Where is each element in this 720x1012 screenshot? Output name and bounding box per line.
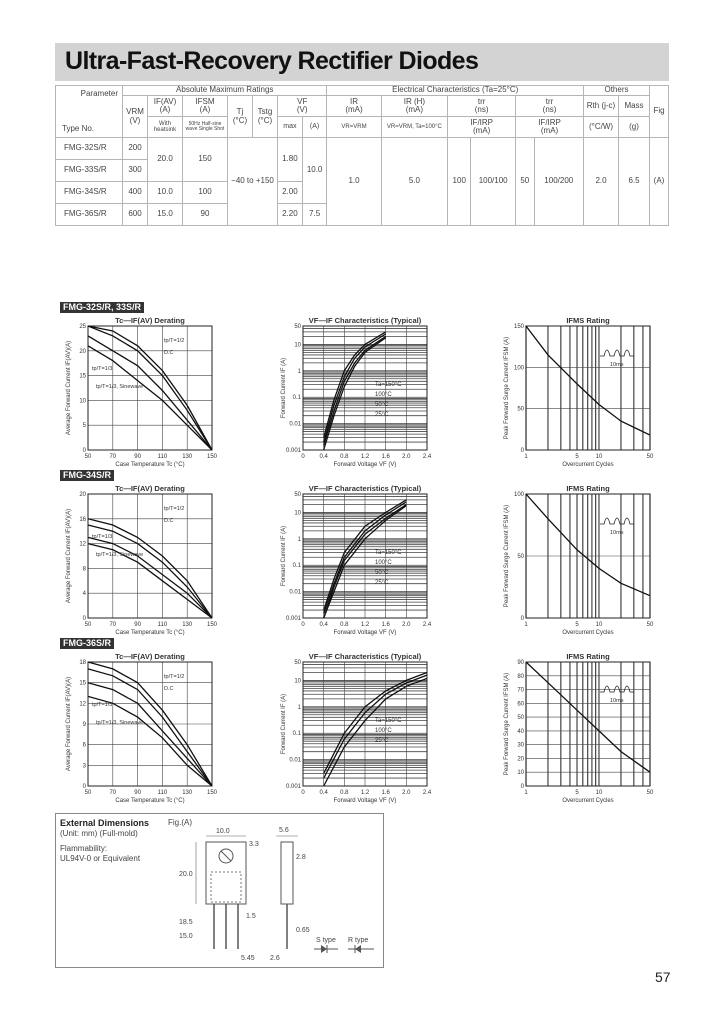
chart-title: IFMS Rating — [566, 484, 610, 493]
mass-val: 6.5 — [619, 138, 650, 226]
x-tick-label: 70 — [109, 622, 117, 628]
y-tick-label: 0 — [520, 784, 524, 790]
h-ifsm: IFSM (A) — [183, 96, 228, 117]
chart-title: VF—IF Characteristics (Typical) — [308, 484, 422, 493]
h-tstg: Tstg (°C) — [253, 96, 278, 138]
vfif-chart — [277, 314, 439, 474]
annotation: tp/T=1/3 — [92, 366, 113, 372]
dim-label: 0.65 — [296, 927, 310, 934]
title-banner — [55, 43, 669, 81]
series-label: Ta=150°C — [375, 382, 402, 388]
y-tick-label: 12 — [79, 541, 86, 548]
y-tick-label: 150 — [513, 324, 524, 330]
x-axis-label: Overcurrent Cycles — [562, 798, 614, 804]
row-vrm: 300 — [123, 160, 148, 182]
side-body — [281, 842, 293, 904]
section-label: FMG-36S/R — [60, 638, 114, 649]
vfif-chart — [277, 650, 439, 810]
x-axis-label: Forward Voltage VF (V) — [333, 798, 397, 804]
y-tick-label: 10 — [517, 770, 524, 777]
x-tick-label: 150 — [206, 622, 218, 628]
y-tick-label: 30 — [517, 742, 524, 749]
section-label: FMG-34S/R — [60, 470, 114, 481]
y-tick-label: 40 — [517, 728, 524, 735]
annotation: tp/T=1/2 — [164, 338, 185, 344]
x-tick-label: 1 — [524, 622, 528, 628]
series-label: 100°C — [375, 392, 392, 398]
chart-title: Tc—IF(AV) Derating — [115, 484, 185, 493]
vfif-chart — [277, 482, 439, 642]
chart-title: VF—IF Characteristics (Typical) — [308, 316, 422, 325]
x-axis-label: Overcurrent Cycles — [562, 630, 614, 636]
spec-table — [55, 85, 669, 226]
y-tick-label: 0.1 — [292, 731, 301, 738]
derating-chart — [62, 314, 220, 474]
h-trr2: trr (ns) — [516, 96, 584, 117]
dim-label: 10.0 — [216, 828, 230, 835]
x-tick-label: 2.0 — [402, 454, 411, 460]
y-axis-label: Average Forward Current IF(AV)(A) — [66, 508, 72, 604]
x-tick-label: 110 — [157, 622, 168, 628]
y-tick-label: 0.001 — [285, 616, 301, 622]
ifav-b: 10.0 — [148, 182, 183, 204]
dims-unit: (Unit: mm) (Full-mold) — [60, 829, 138, 838]
row-vrm: 400 — [123, 182, 148, 204]
x-tick-label: 110 — [157, 454, 168, 460]
y-tick-label: 90 — [517, 660, 524, 666]
fig-val: (A) — [650, 138, 669, 226]
h-trr: trr (ns) — [448, 96, 516, 117]
series-label: 25°C — [375, 412, 389, 418]
s-trr: IF/IRP (mA) — [448, 117, 516, 138]
x-tick-label: 1 — [524, 790, 528, 796]
x-tick-label: 50 — [646, 622, 654, 628]
x-tick-label: 2.4 — [422, 622, 432, 628]
chart-title: VF—IF Characteristics (Typical) — [308, 652, 422, 661]
vf-a: 1.80 — [278, 138, 303, 182]
chart-title: Tc—IF(AV) Derating — [115, 316, 185, 325]
pulse-label: 10ms — [610, 698, 624, 704]
group-elec: Electrical Characteristics (Ta=25°C) — [327, 86, 584, 96]
y-tick-label: 0.01 — [289, 421, 301, 428]
x-tick-label: 70 — [109, 454, 117, 460]
group-others: Others — [584, 86, 650, 96]
annotation: D.C — [164, 350, 174, 356]
trr-val: 100 — [448, 138, 471, 226]
if-a: 10.0 — [302, 138, 327, 204]
x-tick-label: 0.8 — [340, 622, 349, 628]
package-body — [206, 842, 246, 904]
y-tick-label: 0.1 — [292, 395, 301, 402]
annotation: tp/T=1/3 — [92, 534, 113, 540]
x-tick-label: 0.4 — [319, 454, 328, 460]
derating-chart — [62, 482, 220, 642]
ifsm-a: 150 — [183, 138, 228, 182]
ir-val: 1.0 — [327, 138, 381, 226]
x-tick-label: 130 — [182, 454, 193, 460]
external-dimensions — [55, 813, 384, 968]
ifav-c: 15.0 — [148, 204, 183, 226]
x-tick-label: 50 — [84, 622, 92, 628]
x-tick-label: 130 — [182, 622, 193, 628]
y-tick-label: 1 — [297, 704, 301, 711]
y-tick-label: 5 — [82, 423, 86, 430]
x-tick-label: 5 — [575, 790, 579, 796]
dim-label: 15.0 — [179, 933, 193, 940]
y-tick-label: 15 — [79, 373, 86, 380]
y-tick-label: 6 — [82, 742, 86, 749]
s-irh: VR=VRM, Ta=100°C — [381, 117, 448, 138]
x-tick-label: 10 — [595, 790, 603, 796]
x-tick-label: 150 — [206, 790, 218, 796]
y-tick-label: 1 — [297, 536, 301, 543]
y-tick-label: 70 — [517, 687, 524, 694]
ifav-a: 20.0 — [148, 138, 183, 182]
y-tick-label: 0.01 — [289, 589, 301, 596]
s-vf-unit: (A) — [302, 117, 327, 138]
x-tick-label: 2.4 — [422, 454, 432, 460]
h-rth: Rth (j-c) — [584, 96, 619, 117]
x-tick-label: 5 — [575, 454, 579, 460]
y-tick-label: 100 — [513, 492, 524, 498]
y-tick-label: 50 — [294, 660, 301, 666]
series-label: 50°C — [375, 402, 389, 408]
dim-label: 3.3 — [249, 841, 259, 848]
h-vf: VF (V) — [278, 96, 327, 117]
x-tick-label: 2.4 — [422, 790, 432, 796]
y-tick-label: 0 — [520, 616, 524, 622]
x-tick-label: 1.2 — [360, 622, 370, 628]
dims-title: External Dimensions — [60, 818, 150, 828]
chart-title: IFMS Rating — [566, 316, 610, 325]
h-vrm: VRM (V) — [123, 96, 148, 138]
y-tick-label: 10 — [294, 342, 301, 349]
param-label: Parameter — [80, 89, 118, 98]
row-type: FMG-36S/R — [56, 204, 123, 226]
series-line — [88, 336, 212, 450]
h-ifav: IF(AV)(A) — [148, 96, 183, 117]
ifsm-chart — [500, 482, 660, 642]
y-tick-label: 8 — [82, 566, 86, 573]
dim-label: 5.6 — [279, 827, 289, 834]
x-tick-label: 50 — [646, 790, 654, 796]
y-axis-label: Peak Forward Surge Current IFSM (A) — [504, 504, 510, 608]
u-mass: (g) — [619, 117, 650, 138]
x-tick-label: 2.0 — [402, 790, 411, 796]
x-axis-label: Case Temperature Tc (°C) — [115, 630, 185, 636]
group-amr: Absolute Maximum Ratings — [123, 86, 327, 96]
y-tick-label: 12 — [79, 701, 86, 708]
x-tick-label: 70 — [109, 790, 117, 796]
x-axis-label: Forward Voltage VF (V) — [333, 462, 397, 468]
dim-label: 2.6 — [270, 955, 280, 962]
x-tick-label: 1.6 — [381, 622, 390, 628]
pulse-label: 10ms — [610, 362, 624, 368]
y-tick-label: 0.001 — [285, 784, 301, 790]
annotation: tp/T=1/3, Sinewave — [96, 720, 144, 726]
x-axis-label: Case Temperature Tc (°C) — [115, 798, 185, 804]
dims-fig-label: Fig.(A) — [168, 818, 192, 827]
x-tick-label: 1.6 — [381, 790, 390, 796]
row-type: FMG-34S/R — [56, 182, 123, 204]
trr-cond: 100/100 — [471, 138, 516, 226]
ifsm-b: 100 — [183, 182, 228, 204]
annotation: tp/T=1/2 — [164, 506, 185, 512]
y-tick-label: 60 — [517, 701, 524, 708]
y-tick-label: 0 — [82, 616, 86, 622]
x-tick-label: 1.2 — [360, 790, 370, 796]
annotation: tp/T=1/3 — [92, 702, 113, 708]
y-axis-label: Peak Forward Surge Current IFSM (A) — [504, 336, 510, 440]
y-axis-label: Forward Current IF (A) — [281, 693, 287, 755]
x-tick-label: 1 — [524, 454, 528, 460]
y-tick-label: 0 — [520, 448, 524, 454]
x-tick-label: 0.8 — [340, 454, 349, 460]
x-tick-label: 90 — [134, 622, 141, 628]
row-type: FMG-32S/R — [56, 138, 123, 160]
y-tick-label: 0.1 — [292, 563, 301, 570]
x-tick-label: 130 — [182, 790, 193, 796]
h-fig: Fig — [650, 86, 669, 138]
y-tick-label: 20 — [517, 756, 524, 763]
y-tick-label: 1 — [297, 368, 301, 375]
h-ir: IR (mA) — [327, 96, 381, 117]
chart-title: Tc—IF(AV) Derating — [115, 652, 185, 661]
h-tj: Tj (°C) — [228, 96, 253, 138]
vf-c: 2.20 — [278, 204, 303, 226]
y-tick-label: 18 — [79, 660, 86, 666]
y-tick-label: 20 — [79, 492, 86, 498]
y-tick-label: 80 — [517, 673, 524, 680]
y-tick-label: 50 — [294, 492, 301, 498]
y-tick-label: 50 — [294, 324, 301, 330]
ifsm-c: 90 — [183, 204, 228, 226]
y-tick-label: 50 — [517, 715, 524, 722]
row-type: FMG-33S/R — [56, 160, 123, 182]
x-tick-label: 0.4 — [319, 790, 328, 796]
ifsm-chart — [500, 650, 660, 810]
section-label: FMG-32S/R, 33S/R — [60, 302, 144, 313]
series-label: Ta=150°C — [375, 550, 402, 556]
s-ir: VR=VRM — [327, 117, 381, 138]
series-label: 25°C — [375, 738, 389, 744]
y-tick-label: 0.01 — [289, 757, 301, 764]
x-tick-label: 0 — [301, 790, 305, 796]
x-tick-label: 1.6 — [381, 454, 390, 460]
series-line — [324, 337, 386, 446]
y-axis-label: Average Forward Current IF(AV)(A) — [66, 676, 72, 772]
dim-label: 2.8 — [296, 854, 306, 861]
pulse-waveform — [600, 686, 634, 692]
series-line — [88, 696, 212, 786]
y-tick-label: 20 — [79, 348, 86, 355]
x-axis-label: Forward Voltage VF (V) — [333, 630, 397, 636]
param-corner — [56, 86, 123, 138]
x-tick-label: 0.4 — [319, 622, 328, 628]
y-tick-label: 9 — [82, 722, 86, 728]
s-trr2: IF/IRP (mA) — [516, 117, 584, 138]
pulse-waveform — [600, 518, 634, 524]
x-tick-label: 90 — [134, 790, 141, 796]
s-vf: max — [278, 117, 303, 138]
annotation: tp/T=1/3, Sinewave — [96, 552, 144, 558]
r-type-label: R type — [348, 937, 369, 944]
annotation: tp/T=1/2 — [164, 674, 185, 680]
u-rth: (°C/W) — [584, 117, 619, 138]
series-label: 50°C — [375, 570, 389, 576]
row-vrm: 200 — [123, 138, 148, 160]
y-tick-label: 0 — [82, 784, 86, 790]
series-line — [88, 346, 212, 450]
series-label: Ta=150°C — [375, 718, 402, 724]
x-tick-label: 50 — [84, 454, 92, 460]
annotation: D.C — [164, 686, 174, 692]
y-tick-label: 0.001 — [285, 448, 301, 454]
y-axis-label: Average Forward Current IF(AV)(A) — [66, 340, 72, 436]
irh-val: 5.0 — [381, 138, 448, 226]
series-label: 100°C — [375, 560, 392, 566]
x-tick-label: 5 — [575, 622, 579, 628]
vf-b: 2.00 — [278, 182, 303, 204]
dim-label: 5.45 — [241, 955, 255, 962]
y-tick-label: 16 — [79, 516, 86, 523]
y-tick-label: 10 — [294, 678, 301, 685]
y-tick-label: 0 — [82, 448, 86, 454]
trr2-cond: 100/200 — [534, 138, 583, 226]
page-number: 57 — [655, 969, 671, 985]
h-irh: IR (H) (mA) — [381, 96, 448, 117]
y-axis-label: Peak Forward Surge Current IFSM (A) — [504, 672, 510, 776]
x-tick-label: 90 — [134, 454, 141, 460]
x-tick-label: 0 — [301, 622, 305, 628]
s-type-label: S type — [316, 937, 336, 944]
dim-label: 20.0 — [179, 871, 193, 878]
pulse-waveform — [600, 350, 634, 356]
x-tick-label: 150 — [206, 454, 218, 460]
y-tick-label: 25 — [79, 324, 86, 330]
x-tick-label: 1.2 — [360, 454, 370, 460]
s-ifav: With heatsink — [148, 117, 183, 138]
page-title: Ultra-Fast-Recovery Rectifier Diodes — [65, 47, 479, 75]
x-axis-label: Case Temperature Tc (°C) — [115, 462, 185, 468]
y-axis-label: Forward Current IF (A) — [281, 525, 287, 587]
rth-val: 2.0 — [584, 138, 619, 226]
series-label: 100°C — [375, 728, 392, 734]
x-tick-label: 10 — [595, 622, 603, 628]
dims-flammability: Flammability: — [60, 844, 108, 853]
x-tick-label: 2.0 — [402, 622, 411, 628]
y-tick-label: 50 — [517, 554, 524, 560]
x-tick-label: 10 — [595, 454, 603, 460]
tj-range: −40 to +150 — [228, 138, 278, 226]
package-drawing — [56, 814, 383, 967]
dims-flammability-value: UL94V-0 or Equivalent — [60, 854, 141, 863]
r-type-symbol — [348, 945, 374, 953]
y-tick-label: 10 — [79, 398, 86, 405]
s-ifsm: 50Hz Half-sine wave Single Shot — [183, 117, 228, 138]
chart-title: IFMS Rating — [566, 652, 610, 661]
h-mass: Mass — [619, 96, 650, 117]
x-tick-label: 50 — [84, 790, 92, 796]
y-tick-label: 50 — [517, 406, 524, 413]
series-line — [88, 537, 212, 618]
y-tick-label: 3 — [82, 763, 86, 770]
annotation: D.C — [164, 518, 174, 524]
s-type-symbol — [314, 945, 338, 953]
dim-label: 18.5 — [179, 919, 193, 926]
row-vrm: 600 — [123, 204, 148, 226]
x-tick-label: 0 — [301, 454, 305, 460]
if-c: 7.5 — [302, 204, 327, 226]
type-label: Type No. — [62, 123, 95, 133]
x-tick-label: 110 — [157, 790, 168, 796]
derating-chart — [62, 650, 220, 810]
x-tick-label: 50 — [646, 454, 654, 460]
series-label: 25°C — [375, 580, 389, 586]
trr2-val: 50 — [516, 138, 534, 226]
annotation: tp/T=1/3, Sinewave — [96, 384, 144, 390]
y-tick-label: 15 — [79, 680, 86, 687]
ifsm-chart — [500, 314, 660, 474]
y-axis-label: Forward Current IF (A) — [281, 357, 287, 419]
y-tick-label: 10 — [294, 510, 301, 517]
y-tick-label: 4 — [82, 591, 86, 598]
dim-label: 1.5 — [246, 913, 256, 920]
x-axis-label: Overcurrent Cycles — [562, 462, 614, 468]
x-tick-label: 0.8 — [340, 790, 349, 796]
y-tick-label: 100 — [513, 365, 524, 372]
pulse-label: 10ms — [610, 530, 624, 536]
